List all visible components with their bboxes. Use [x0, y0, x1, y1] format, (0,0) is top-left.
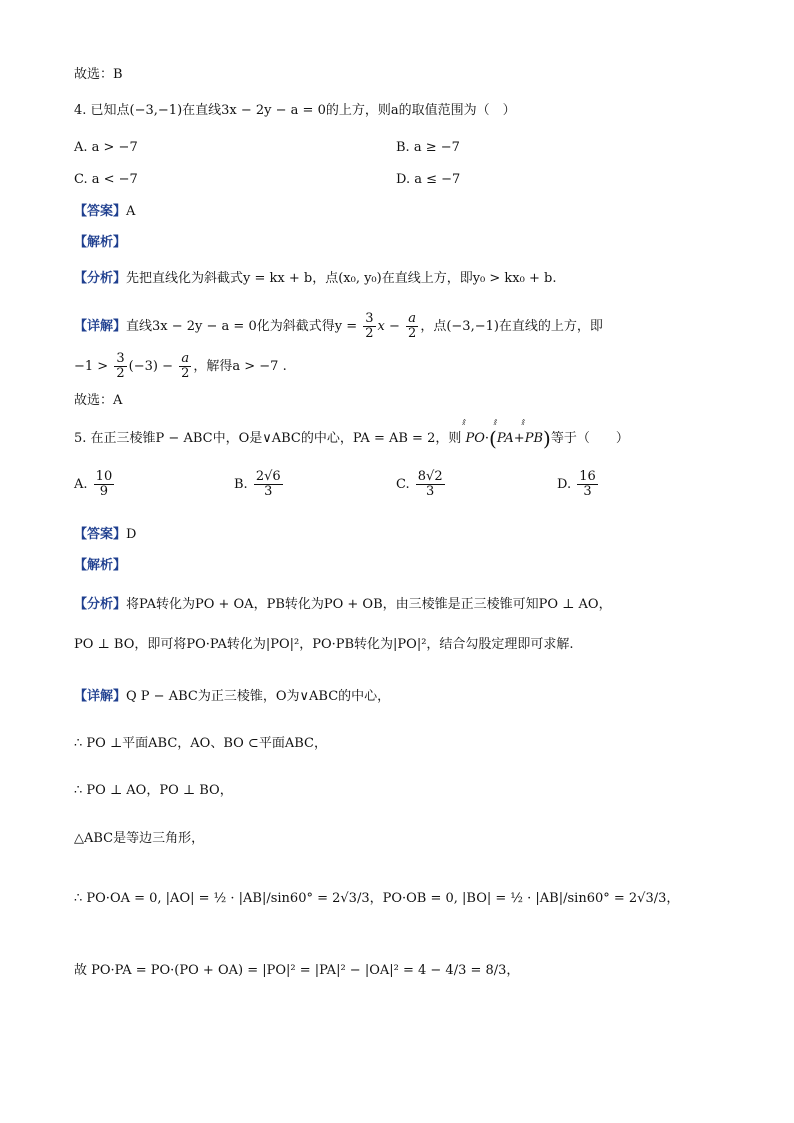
option-label: A.: [74, 477, 88, 492]
detail-text-2: ，点(−3,−1)在直线的上方，即: [420, 319, 603, 334]
text-line: 故选：B: [74, 67, 123, 82]
detail-4-line1: 【详解】直线3x − 2y − a = 0化为斜截式得y = $\frac{3}{2}$ x − $\frac{a}{2}$ ，点(−3,−1)在直线的上方，即: [74, 311, 603, 341]
option-label: D.: [557, 477, 572, 492]
fenxi-text: 先把直线化为斜截式y = kx + b，点(x₀, y₀)在直线上方，即y₀ > kx₀ + b.: [126, 271, 557, 286]
solution-step-1: ∴ PO ⊥平面ABC，AO、BO ⊂平面ABC，: [74, 736, 327, 751]
detail-4-line2: −1 > $\frac{3}{2}$ (−3) − $\frac{a}{2}$ ，解得a > −7 .: [74, 351, 287, 381]
detail-text: Q P − ABC为正三棱锥，O为∨ABC的中心，: [126, 689, 391, 704]
detail-5: [74, 688, 390, 706]
detail-text-1: 直线3x − 2y − a = 0化为斜截式得y =: [126, 319, 358, 334]
fenxi-text: 将PA转化为PO + OA，PB转化为PO + OB，由三棱锥是正三棱锥可知PO ⊥ AO，: [126, 597, 612, 612]
q5-option-d: [557, 470, 600, 499]
analysis-heading: [74, 234, 126, 252]
analysis-4: [74, 270, 556, 288]
question-5-tail: 等于（ ）: [550, 431, 629, 446]
answer-4: [74, 203, 135, 221]
fraction: $\frac{2√6}{3}$: [255, 469, 281, 499]
answer-5: [74, 526, 136, 544]
analysis-heading: [74, 557, 126, 575]
detail-tag: 【详解】: [74, 689, 127, 704]
q5-option-a: [74, 470, 116, 499]
question-5-text: 5. 在正三棱锥P − ABC中，O是∨ABC的中心，PA = AB = 2，则: [74, 431, 462, 446]
q5-option-b: [234, 470, 285, 499]
answer-tag: 【答案】: [74, 204, 127, 219]
q4-option-d: D. a ≤ −7: [396, 172, 461, 187]
fenxi-tag: 【分析】: [74, 597, 127, 612]
answer-tag: 【答案】: [74, 527, 127, 542]
question-5: 5. 在正三棱锥P − ABC中，O是∨ABC的中心，PA = AB = 2，则 ̂̂̂ PO·(̂̂̂ PA+̂̂̂ PB)等于（ ）: [74, 426, 629, 448]
solution-step-4: ∴ PO·OA = 0, |AO| = ½ · |AB|/sin60° = 2√3/3，PO·OB = 0, |BO| = ½ · |AB|/sin60° = 2√3/3，: [74, 891, 680, 906]
q4-option-a: A. a > −7: [74, 140, 138, 155]
detail-tag: 【详解】: [74, 319, 127, 334]
analysis-tag: 【解析】: [74, 235, 127, 250]
solution-step-5: 故 PO·PA = PO·(PO + OA) = |PO|² = |PA|² − |OA|² = 4 − 4/3 = 8/3，: [74, 963, 520, 978]
analysis-5-line2: PO ⊥ BO，即可将PO·PA转化为|PO|²，PO·PB转化为|PO|²，结合勾股定理即可求解.: [74, 637, 574, 652]
question-4: 4. 已知点(−3,−1)在直线3x − 2y − a = 0的上方，则a的取值范围为（ ）: [74, 103, 516, 118]
analysis-5-line1: [74, 596, 612, 614]
fraction: $\frac{16}{3}$: [579, 469, 596, 499]
option-label: B.: [234, 477, 248, 492]
q4-option-c: C. a < −7: [74, 172, 138, 187]
fraction: $\frac{10}{9}$: [95, 469, 113, 499]
fenxi-tag: 【分析】: [74, 271, 127, 286]
text-line: 故选：A: [74, 393, 123, 408]
detail-ineq-left: −1 >: [74, 359, 109, 374]
answer-value: D: [126, 527, 137, 542]
answer-value: A: [126, 204, 136, 219]
detail-ineq-right: ，解得a > −7 .: [193, 359, 287, 374]
solution-step-2: ∴ PO ⊥ AO，PO ⊥ BO，: [74, 783, 233, 798]
fraction: $\frac{3}{2}$: [365, 311, 374, 341]
solution-step-3: △ABC是等边三角形，: [74, 831, 205, 846]
fraction: $\frac{a}{2}$: [181, 351, 190, 381]
q4-option-b: B. a ≥ −7: [396, 140, 460, 155]
option-label: C.: [396, 477, 410, 492]
q5-option-c: [396, 470, 447, 499]
fraction: $\frac{a}{2}$: [408, 311, 417, 341]
fraction: $\frac{3}{2}$: [116, 351, 125, 381]
fraction: $\frac{8√2}{3}$: [417, 469, 443, 499]
analysis-tag: 【解析】: [74, 558, 127, 573]
